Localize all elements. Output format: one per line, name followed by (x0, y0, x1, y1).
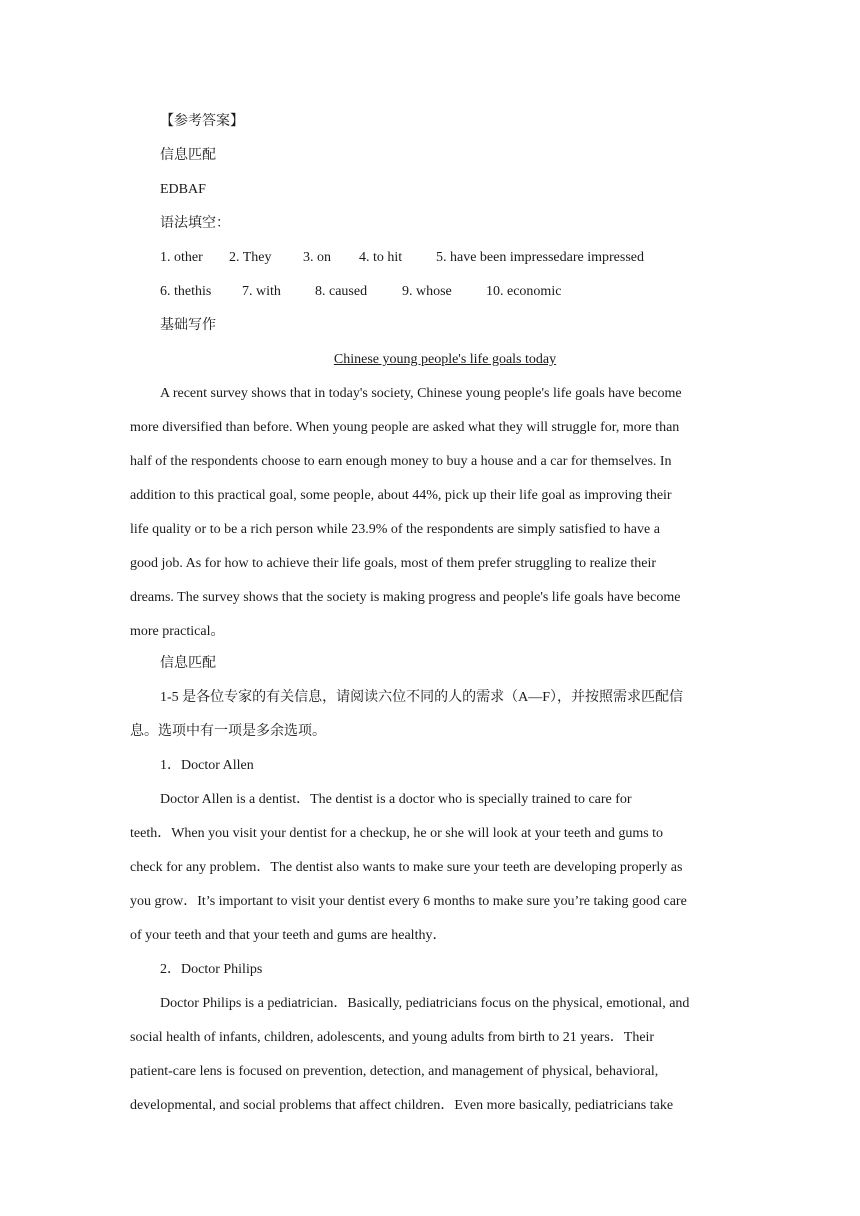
doctor-2-line-2: social health of infants, children, adolescents, and young adults from birth to 21 years．Their (130, 1030, 655, 1045)
essay-line-6: good job. As for how to achieve their life goals, most of them prefer struggling to realize their (130, 556, 657, 571)
section-heading-info-match: 信息匹配 (160, 148, 216, 163)
grammar-answer-6: 6. thethis (160, 284, 212, 299)
answer-heading: 【参考答案】 (160, 114, 244, 129)
grammar-answer-2: 2. They (229, 250, 272, 265)
grammar-answer-8: 8. caused (315, 284, 368, 299)
instructions-line-1: 1-5 是各位专家的有关信息，请阅读六位不同的人的需求（A—F），并按照需求匹配信 (160, 690, 684, 705)
essay-line-3: half of the respondents choose to earn enough money to buy a house and a car for themselves. In (130, 454, 672, 469)
essay-line-8: more practical。 (130, 624, 225, 639)
grammar-answer-1: 1. other (160, 250, 203, 265)
doctor-2-heading: 2．Doctor Philips (160, 962, 263, 977)
essay-line-4: addition to this practical goal, some people, about 44%, pick up their life goal as improving their (130, 488, 672, 503)
doctor-1-line-2: teeth．When you visit your dentist for a checkup, he or she will look at your teeth and gums to (130, 826, 664, 841)
info-match-answer: EDBAF (160, 182, 206, 197)
grammar-answer-9: 9. whose (402, 284, 452, 299)
doctor-2-line-3: patient-care lens is focused on prevention, detection, and management of physical, behavioral, (130, 1064, 659, 1079)
doctor-1-line-1: Doctor Allen is a dentist．The dentist is a doctor who is specially trained to care for (160, 792, 632, 807)
doctor-1-line-3: check for any problem．The dentist also wants to make sure your teeth are developing properly as (130, 860, 683, 875)
essay-line-7: dreams. The survey shows that the society is making progress and people's life goals have become (130, 590, 681, 605)
grammar-answer-5: 5. have been impressedare impressed (436, 250, 644, 265)
doctor-1-line-4: you grow．It’s important to visit your dentist every 6 months to make sure you’re taking good care (130, 894, 687, 909)
grammar-answer-3: 3. on (303, 250, 331, 265)
essay-line-5: life quality or to be a rich person while 23.9% of the respondents are simply satisfied to have a (130, 522, 660, 537)
grammar-answer-10: 10. economic (486, 284, 562, 299)
grammar-answer-4: 4. to hit (359, 250, 403, 265)
doctor-2-line-4: developmental, and social problems that affect children．Even more basically, pediatricians take (130, 1098, 674, 1113)
section-heading-info-match-2: 信息匹配 (160, 656, 216, 671)
essay-line-2: more diversified than before. When young people are asked what they will struggle for, more than (130, 420, 680, 435)
doctor-2-line-1: Doctor Philips is a pediatrician．Basically, pediatricians focus on the physical, emotional, and (160, 996, 690, 1011)
instructions-line-2: 息。选项中有一项是多余选项。 (130, 724, 326, 739)
grammar-answer-7: 7. with (242, 284, 281, 299)
essay-line-1: A recent survey shows that in today's society, Chinese young people's life goals have become (160, 386, 682, 401)
doctor-1-line-5: of your teeth and that your teeth and gums are healthy． (130, 928, 447, 943)
section-heading-grammar: 语法填空： (160, 216, 230, 231)
essay-title: Chinese young people's life goals today (333, 352, 557, 367)
section-heading-writing: 基础写作 (160, 318, 216, 333)
doctor-1-heading: 1．Doctor Allen (160, 758, 254, 773)
